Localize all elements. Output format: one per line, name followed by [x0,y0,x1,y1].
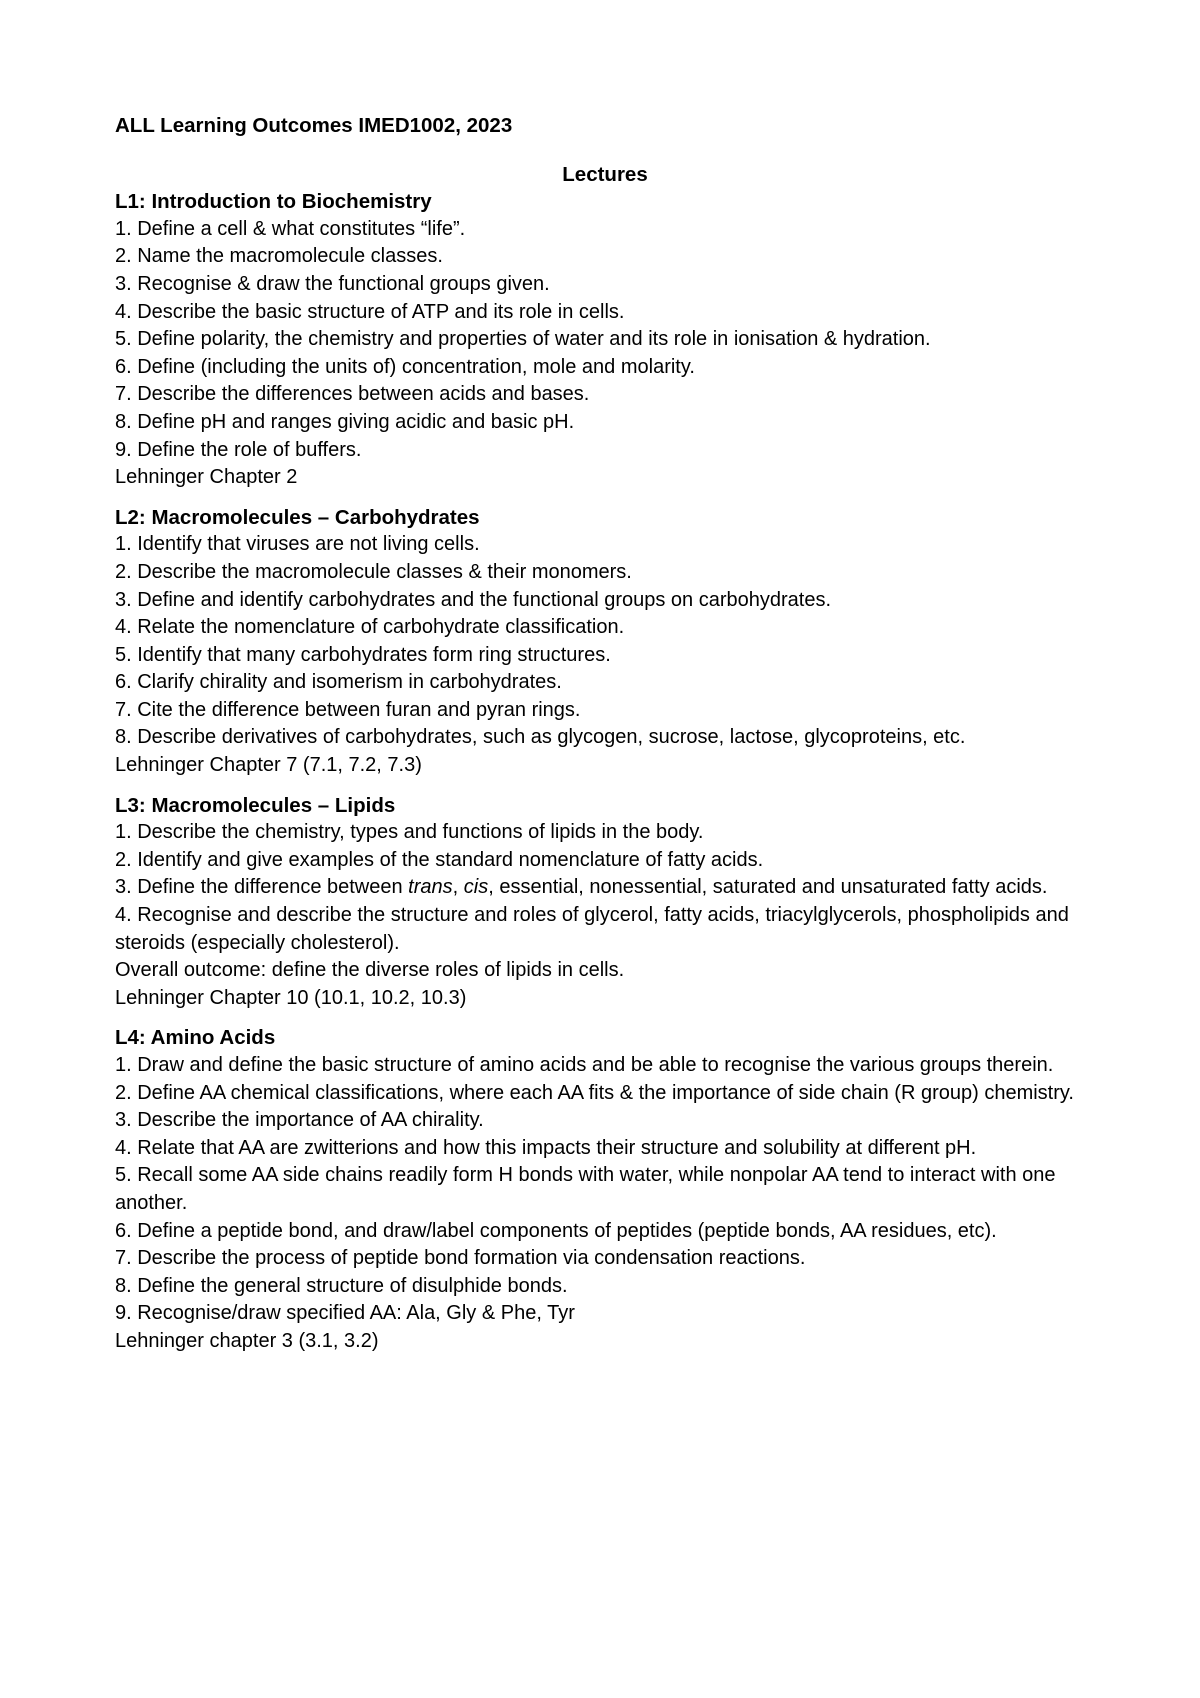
textbook-reference: Lehninger Chapter 7 (7.1, 7.2, 7.3) [115,754,422,777]
outcome-item: 3. Recognise & draw the functional groups given. [115,272,550,295]
outcome-item: 9. Define the role of buffers. [115,438,362,461]
outcome-item: 5. Define polarity, the chemistry and properties of water and its role in ionisation & hydration. [115,328,931,351]
outcome-item: 4. Recognise and describe the structure and roles of glycerol, fatty acids, triacylglycerols, phospholipids and steroids (especially cholesterol). [115,904,1069,954]
outcome-item: 6. Clarify chirality and isomerism in carbohydrates. [115,671,562,694]
outcome-item: 2. Describe the macromolecule classes & their monomers. [115,560,632,583]
outcome-text: 3. Define the difference between [115,876,409,899]
outcome-item: 1. Identify that viruses are not living cells. [115,533,480,556]
outcome-item: 7. Describe the process of peptide bond formation via condensation reactions. [115,1247,806,1270]
lecture-heading: L2: Macromolecules – Carbohydrates [115,505,480,529]
outcome-item: 8. Define the general structure of disulphide bonds. [115,1274,568,1297]
outcome-item: 3. Define and identify carbohydrates and the functional groups on carbohydrates. [115,588,832,611]
outcome-item: 7. Cite the difference between furan and pyran rings. [115,698,581,721]
outcome-item: 5. Identify that many carbohydrates form ring structures. [115,643,611,666]
outcome-item: 1. Describe the chemistry, types and functions of lipids in the body. [115,821,704,844]
document-title: ALL Learning Outcomes IMED1002, 2023 [115,114,513,137]
lecture-section-l1 [115,188,1095,492]
lecture-section-l2 [115,504,1095,780]
textbook-reference: Lehninger Chapter 2 [115,466,298,489]
textbook-reference: Lehninger Chapter 10 (10.1, 10.2, 10.3) [115,986,467,1009]
outcome-item: 6. Define (including the units of) concentration, mole and molarity. [115,355,695,378]
lecture-section-l3 [115,792,1095,1013]
overall-outcome: Overall outcome: define the diverse roles of lipids in cells. [115,959,625,982]
outcome-item: 1. Draw and define the basic structure of amino acids and be able to recognise the various groups therein. [115,1054,1054,1076]
lecture-heading: L1: Introduction to Biochemistry [115,190,432,214]
lecture-heading: L4: Amino Acids [115,1026,276,1050]
outcome-item: 8. Define pH and ranges giving acidic and basic pH. [115,410,575,433]
outcome-item: 2. Identify and give examples of the standard nomenclature of fatty acids. [115,848,764,871]
outcome-item: 8. Describe derivatives of carbohydrates, such as glycogen, sucrose, lactose, glycoproteins, etc. [115,726,966,749]
outcome-item: 1. Define a cell & what constitutes “life”. [115,217,466,240]
outcome-item: 2. Name the macromolecule classes. [115,245,443,268]
textbook-reference: Lehninger chapter 3 (3.1, 3.2) [115,1329,379,1352]
lectures-heading: Lectures [562,162,648,186]
outcome-item: 9. Recognise/draw specified AA: Ala, Gly & Phe, Tyr [115,1302,575,1325]
outcome-item [115,874,1095,902]
trans-term: trans [408,876,453,899]
outcome-item: 4. Relate the nomenclature of carbohydrate classification. [115,616,625,639]
outcome-item: 4. Describe the basic structure of ATP and its role in cells. [115,300,625,323]
outcome-item: 7. Describe the differences between acids and bases. [115,383,590,406]
lecture-heading: L3: Macromolecules – Lipids [115,793,396,817]
outcome-item: 6. Define a peptide bond, and draw/label components of peptides (peptide bonds, AA residues, etc). [115,1219,997,1242]
outcome-item: 3. Describe the importance of AA chirality. [115,1109,484,1132]
lecture-section-l4 [115,1024,1095,1355]
outcome-text: , essential, nonessential, saturated and unsaturated fatty acids. [488,876,1048,899]
cis-term: cis [463,876,489,899]
outcome-text: , [452,876,464,899]
outcome-item: 5. Recall some AA side chains readily form H bonds with water, while nonpolar AA tend to interact with one another. [115,1164,1056,1214]
document-page [115,112,1095,1368]
outcome-item: 4. Relate that AA are zwitterions and how this impacts their structure and solubility at different pH. [115,1136,977,1159]
outcome-item: 2. Define AA chemical classifications, where each AA fits & the importance of side chain (R group) chemistry. [115,1081,1074,1104]
